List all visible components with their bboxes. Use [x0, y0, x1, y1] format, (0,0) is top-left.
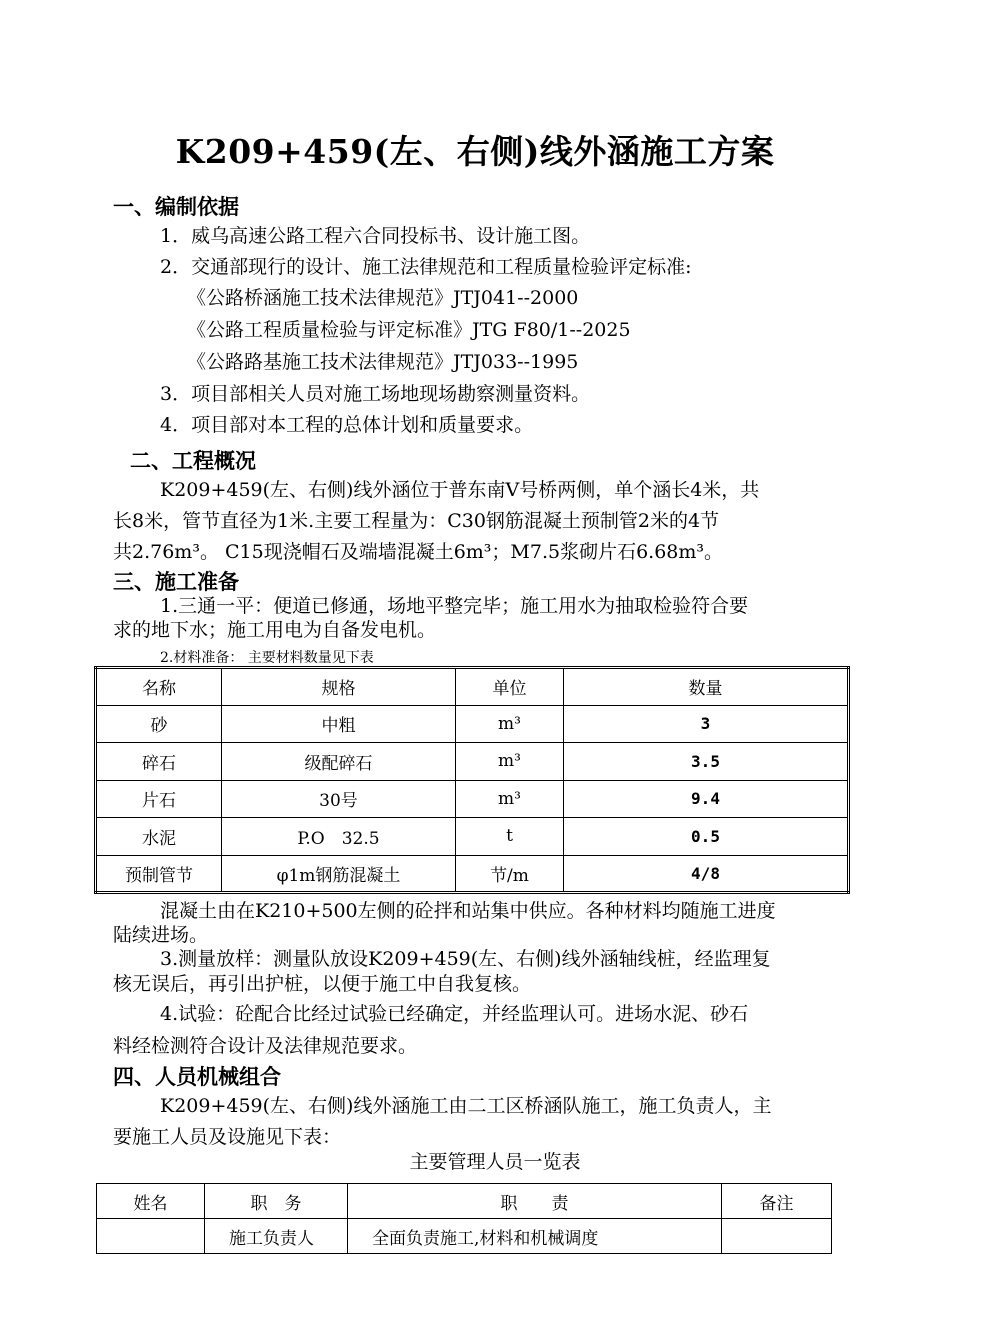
table-cell	[722, 1219, 832, 1254]
section-heading-overview: 二、工程概况	[130, 448, 256, 473]
table-header-cell: 名称	[96, 668, 222, 706]
table-cell: 施工负责人	[205, 1219, 348, 1254]
overview-line: 共2.76m³。 C15现浇帽石及端墙混凝土6m³；M7.5浆砌片石6.68m³。	[113, 541, 724, 563]
overview-line: K209+459(左、右侧)线外涵位于普东南Ⅴ号桥两侧，单个涵长4米，共	[160, 479, 760, 501]
table-header-cell: 数量	[564, 668, 849, 706]
table-cell: 30号	[222, 780, 456, 818]
table-cell: t	[456, 818, 564, 856]
table-row	[96, 743, 849, 781]
prep-paragraph-line: 求的地下水；施工用电为自备发电机。	[113, 619, 437, 641]
section-heading-basis: 一、编制依据	[113, 194, 239, 219]
personnel-line: K209+459(左、右侧)线外涵施工由二工区桥涵队施工，施工负责人，主	[160, 1095, 772, 1117]
table-header-cell: 规格	[222, 668, 456, 706]
table-cell: 级配碎石	[222, 743, 456, 781]
standard-item: 《公路路基施工技术法律规范》JTJ033--1995	[187, 351, 579, 373]
basis-item: 1．威乌高速公路工程六合同投标书、设计施工图。	[160, 225, 591, 247]
basis-item: 4．项目部对本工程的总体计划和质量要求。	[160, 414, 534, 436]
table-cell: 水泥	[96, 818, 222, 856]
table-cell: 0.5	[564, 818, 849, 856]
table-header-cell: 职 责	[348, 1184, 722, 1219]
personnel-line: 要施工人员及设施见下表：	[113, 1126, 342, 1148]
table-cell	[97, 1219, 205, 1254]
survey-line: 3.测量放样：测量队放设K209+459(左、右侧)线外涵轴线桩，经监理复	[160, 948, 771, 970]
table-row	[97, 1219, 832, 1254]
table-cell: m³	[456, 705, 564, 743]
staff-table-caption: 主要管理人员一览表	[409, 1151, 581, 1173]
standard-item: 《公路工程质量检验与评定标准》JTG F80/1--2025	[187, 319, 631, 341]
table-cell: 碎石	[96, 743, 222, 781]
staff-table	[96, 1183, 832, 1254]
material-table-caption: 2.材料准备： 主要材料数量见下表	[160, 650, 374, 666]
table-cell: 4/8	[564, 855, 849, 893]
table-cell: 全面负责施工,材料和机械调度	[348, 1219, 722, 1254]
table-row	[96, 705, 849, 743]
document-title: K209+459(左、右侧)线外涵施工方案	[175, 132, 775, 171]
section-heading-personnel: 四、人员机械组合	[113, 1064, 281, 1089]
table-cell: 9.4	[564, 780, 849, 818]
table-cell: m³	[456, 743, 564, 781]
table-header-cell: 备注	[722, 1184, 832, 1219]
staff-table-clip	[96, 1183, 832, 1249]
table-cell: m³	[456, 780, 564, 818]
table-header-row	[97, 1184, 832, 1219]
table-row	[96, 818, 849, 856]
table-cell: 预制管节	[96, 855, 222, 893]
test-line: 4.试验：砼配合比经过试验已经确定，并经监理认可。进场水泥、砂石	[160, 1003, 749, 1025]
table-row	[96, 855, 849, 893]
table-header-cell: 职 务	[205, 1184, 348, 1219]
table-header-cell: 姓名	[97, 1184, 205, 1219]
section-heading-preparation: 三、施工准备	[113, 569, 239, 594]
table-cell: 片石	[96, 780, 222, 818]
survey-line: 核无误后，再引出护桩，以便于施工中自我复核。	[113, 973, 532, 995]
concrete-supply-line: 混凝土由在K210+500左侧的砼拌和站集中供应。各种材料均随施工进度	[160, 900, 776, 922]
table-cell: φ1m钢筋混凝土	[222, 855, 456, 893]
test-line: 料经检测符合设计及法律规范要求。	[113, 1035, 418, 1057]
table-cell: 节/m	[456, 855, 564, 893]
basis-item: 3．项目部相关人员对施工场地现场勘察测量资料。	[160, 383, 591, 405]
prep-paragraph-line: 1.三通一平：便道已修通，场地平整完毕；施工用水为抽取检验符合要	[160, 595, 749, 617]
overview-line: 长8米，管节直径为1米.主要工程量为：C30钢筋混凝土预制管2米的4节	[113, 510, 720, 532]
basis-item: 2．交通部现行的设计、施工法律规范和工程质量检验评定标准:	[160, 256, 692, 278]
table-row	[96, 780, 849, 818]
table-cell: 砂	[96, 705, 222, 743]
table-cell: 3.5	[564, 743, 849, 781]
table-cell: 中粗	[222, 705, 456, 743]
table-cell: 3	[564, 705, 849, 743]
standard-item: 《公路桥涵施工技术法律规范》JTJ041--2000	[187, 287, 579, 309]
table-cell: P.O 32.5	[222, 818, 456, 856]
material-table	[94, 666, 850, 894]
table-header-row	[96, 668, 849, 706]
concrete-supply-line: 陆续进场。	[113, 924, 209, 946]
table-header-cell: 单位	[456, 668, 564, 706]
